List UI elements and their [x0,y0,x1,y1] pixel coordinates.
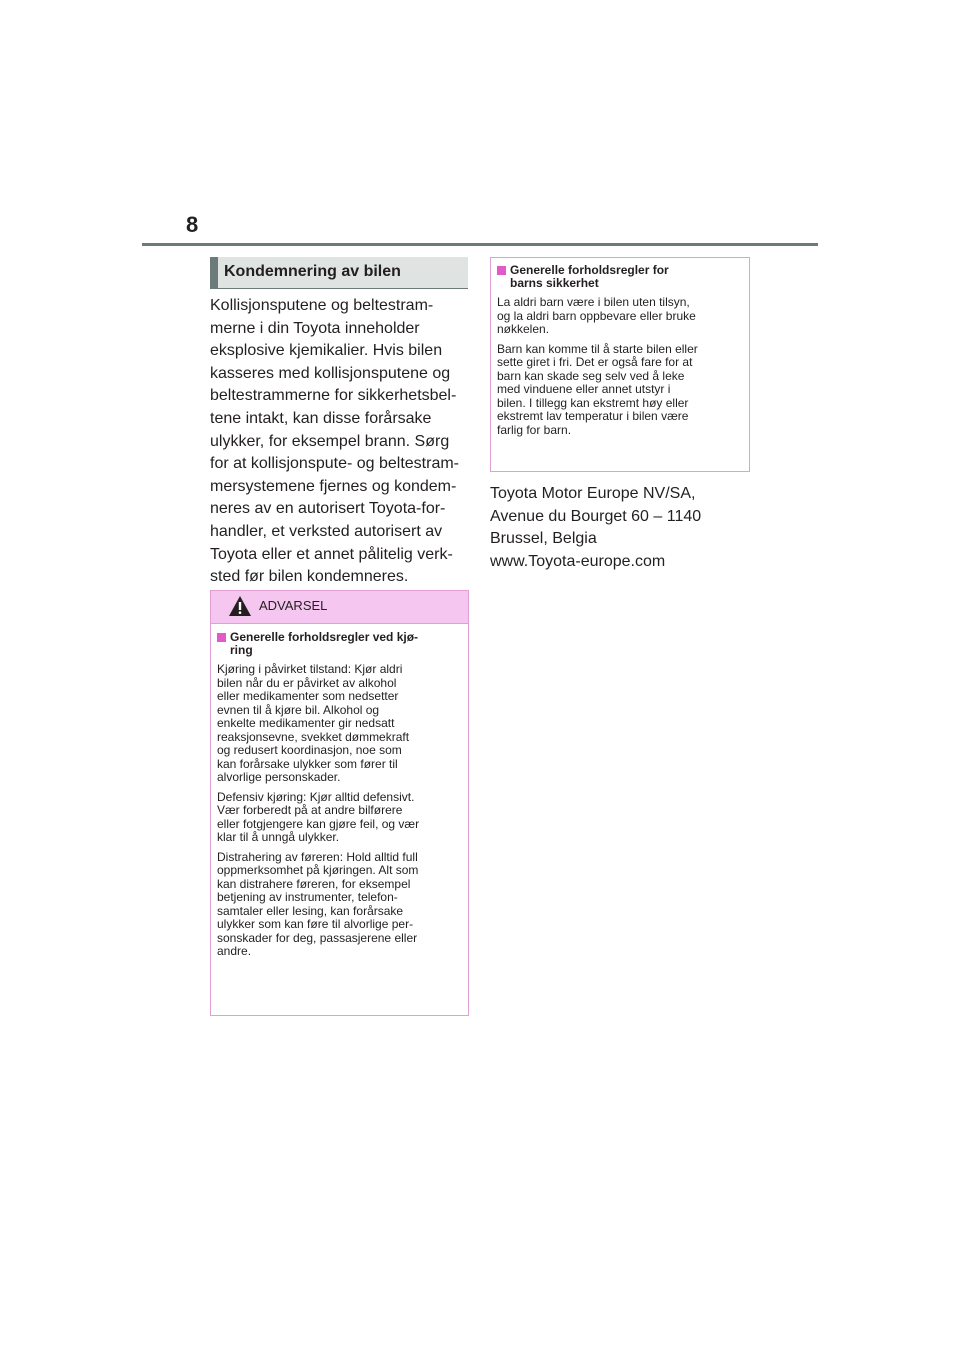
warning-paragraph: Defensiv kjøring: Kjør alltid defensivt. Vær forberedt på at andre bilførere eller fotgjengere kan gjøre feil, og vær klar til å unngå ulykker. [217,789,420,844]
header-rule [142,243,818,246]
child-safety-paragraph: Barn kan komme til å starte bilen eller sette giret i fri. Det er også fare for at barn kan skade seg selv ved å leke med vinduene eller annet utstyr i bilen. I tillegg kan ekstremt høy eller ekstremt lav temperatur i bilen være farlig for barn. [497,341,698,437]
child-safety-subheading-text: Generelle forholdsregler for barns sikkerhet [510,263,669,290]
body-line: handler, et verksted autorisert av [210,522,443,540]
address-line: Toyota Motor Europe NV/SA, [490,485,696,502]
square-bullet-icon [217,633,226,642]
square-bullet-icon [497,266,506,275]
body-line: neres av en autorisert Toyota-for- [210,500,446,518]
address-line: Avenue du Bourget 60 – 1140 [490,507,702,525]
body-line: sted før bilen kondemneres. [210,568,409,586]
warning-header [211,591,468,624]
body-line: mersystemene fjernes og kondem- [210,477,457,495]
website-link[interactable]: www.Toyota-europe.com [490,552,666,570]
address-line: Brussel, Belgia [490,530,597,548]
body-line: for at kollisjonspute- og beltestram- [210,455,459,473]
warning-paragraph: Distrahering av føreren: Hold alltid full oppmerksomhet på kjøringen. Alt som kan distrahere føreren, for eksempel betjening av instrumenter, telefon- samtaler eller lesing, kan forårsake ulykker som kan føre til alvorlige per- sonskader for deg, passasjerene eller andre. [217,849,419,958]
body-line: eksplosive kjemikalier. Hvis bilen [210,342,443,360]
body-line: merne i din Toyota inneholder [210,319,420,337]
page-number: 8 [186,212,199,237]
child-safety-content [491,258,749,437]
child-safety-box [490,257,750,472]
body-line: kasseres med kollisjonsputene og [210,364,451,382]
warning-subheading [217,631,462,657]
warning-paragraph: Kjøring i påvirket tilstand: Kjør aldri bilen når du er påvirket av alkohol eller medikamenter som nedsetter evnen til å kjøre bil. Alkohol og enkelte medikamenter gir nedsatt reaksjonsevne, svekket dømmekraft og redusert koordinasjon, noe som kan forårsake ulykker som fører til alvorlige personskader. [217,662,410,784]
child-safety-subheading [497,264,743,290]
section-heading: Kondemnering av bilen [210,257,468,289]
warning-triangle-icon [228,595,252,617]
child-safety-paragraph: La aldri barn være i bilen uten tilsyn, og la aldri barn oppbevare eller bruke nøkkelen. [497,295,696,336]
body-line: Kollisjonsputene og beltestram- [210,297,434,314]
warning-content [211,624,468,959]
body-line: ulykker, for eksempel brann. Sørg [210,432,450,450]
section-body-text [210,295,472,589]
address-block [490,483,752,573]
body-line: Toyota eller et annet pålitelig verk- [210,545,453,563]
warning-box [210,590,469,1016]
body-line: tene intakt, kan disse forårsake [210,409,432,427]
warning-subheading-text: Generelle forholdsregler ved kjø- ring [230,630,419,657]
body-line: beltestrammerne for sikkerhetsbel- [210,387,457,405]
warning-title: ADVARSEL [259,598,328,613]
